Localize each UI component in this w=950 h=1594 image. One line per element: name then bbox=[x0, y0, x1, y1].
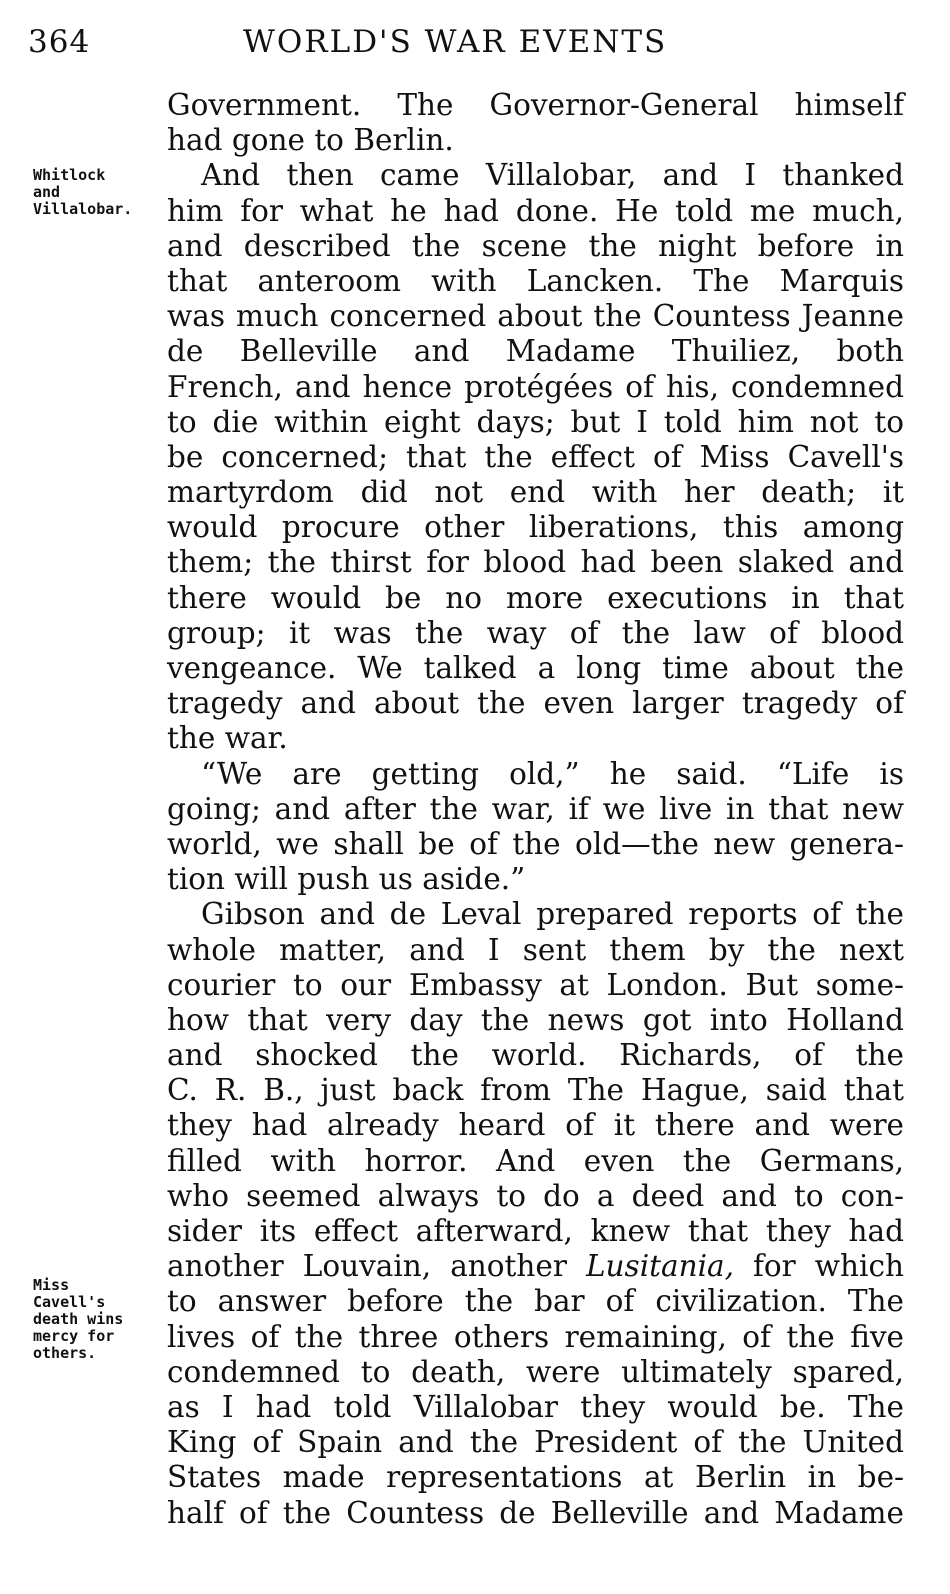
text-line: them; the thirst for blood had been slaked and bbox=[167, 545, 904, 580]
sidenote-line: Villalobar. bbox=[33, 200, 133, 218]
sidenote-whitlock-villalobar bbox=[33, 167, 163, 218]
text-line: they had already heard of it there and were bbox=[167, 1108, 904, 1143]
text-line: group; it was the way of the law of blood bbox=[167, 615, 904, 650]
text-line: who seemed always to do a deed and to con- bbox=[167, 1178, 904, 1213]
text-line: as I had told Villalobar they would be. The bbox=[167, 1389, 904, 1424]
sidenote-line: Whitlock bbox=[33, 166, 106, 184]
text-line: world, we shall be of the old—the new genera- bbox=[167, 826, 904, 861]
text-line: the war. bbox=[167, 721, 288, 756]
text-line: that anteroom with Lancken. The Marquis bbox=[167, 263, 904, 298]
text-line: States made representations at Berlin in be- bbox=[167, 1460, 904, 1495]
sidenote-line: death wins bbox=[33, 1310, 124, 1328]
text-line: him for what he had done. He told me much, bbox=[167, 193, 904, 228]
text-line: whole matter, and I sent them by the next bbox=[167, 932, 904, 967]
text-line: “We are getting old,” he said. “Life is bbox=[201, 756, 904, 791]
text-line: to die within eight days; but I told him not to bbox=[167, 404, 904, 439]
text-line: to answer before the bar of civilization. The bbox=[167, 1284, 904, 1319]
sidenote-line: Cavell's bbox=[33, 1293, 106, 1311]
text-line: filled with horror. And even the Germans, bbox=[167, 1143, 904, 1178]
text-line: martyrdom did not end with her death; it bbox=[167, 475, 904, 510]
text-line: was much concerned about the Countess Jeanne bbox=[167, 299, 904, 334]
text-line: courier to our Embassy at London. But some- bbox=[167, 967, 904, 1002]
text-line: de Belleville and Madame Thuiliez, both bbox=[167, 334, 904, 369]
text-line: had gone to Berlin. bbox=[167, 123, 454, 158]
text-line: and described the scene the night before in bbox=[167, 228, 904, 263]
text-line: vengeance. We talked a long time about the bbox=[167, 651, 904, 685]
text-line: be concerned; that the effect of Miss Cavell's bbox=[167, 439, 904, 474]
body-text bbox=[167, 88, 904, 1531]
sidenote-line: and bbox=[33, 183, 61, 201]
running-title: WORLD'S WAR EVENTS bbox=[243, 24, 668, 60]
text-line: sider its effect afterward, knew that they had bbox=[167, 1214, 904, 1248]
ship-name-italic: Lusitania, bbox=[585, 1249, 734, 1284]
sidenote-cavell-mercy bbox=[33, 1277, 163, 1362]
text-line: King of Spain and the President of the United bbox=[167, 1425, 904, 1460]
text-line: half of the Countess de Belleville and Madame bbox=[167, 1495, 904, 1530]
page-number: 364 bbox=[28, 24, 91, 60]
text-line: lives of the three others remaining, of the five bbox=[167, 1319, 904, 1354]
line-segment: for which bbox=[733, 1249, 904, 1284]
text-line: tion will push us aside.” bbox=[167, 862, 526, 897]
text-line: condemned to death, were ultimately spared, bbox=[167, 1354, 904, 1389]
text-line: and shocked the world. Richards, of the bbox=[167, 1038, 904, 1073]
running-header bbox=[28, 22, 908, 62]
sidenote-line: others. bbox=[33, 1344, 97, 1362]
text-line: And then came Villalobar, and I thanked bbox=[201, 158, 904, 193]
text-line: Government. The Governor-General himself bbox=[167, 88, 904, 122]
text-line-with-italic bbox=[167, 1249, 904, 1284]
text-line: French, and hence protégées of his, condemned bbox=[167, 369, 904, 404]
text-line: there would be no more executions in that bbox=[167, 580, 904, 615]
text-line: C. R. B., just back from The Hague, said that bbox=[167, 1073, 904, 1108]
text-line: Gibson and de Leval prepared reports of the bbox=[201, 897, 904, 932]
sidenote-line: Miss bbox=[33, 1276, 70, 1294]
sidenote-line: mercy for bbox=[33, 1327, 115, 1345]
text-line: tragedy and about the even larger tragedy of bbox=[167, 686, 904, 721]
text-line: how that very day the news got into Holland bbox=[167, 1002, 904, 1037]
line-segment: another Louvain, another bbox=[167, 1249, 586, 1284]
text-line: would procure other liberations, this among bbox=[167, 510, 904, 545]
text-line: going; and after the war, if we live in that new bbox=[167, 791, 904, 826]
